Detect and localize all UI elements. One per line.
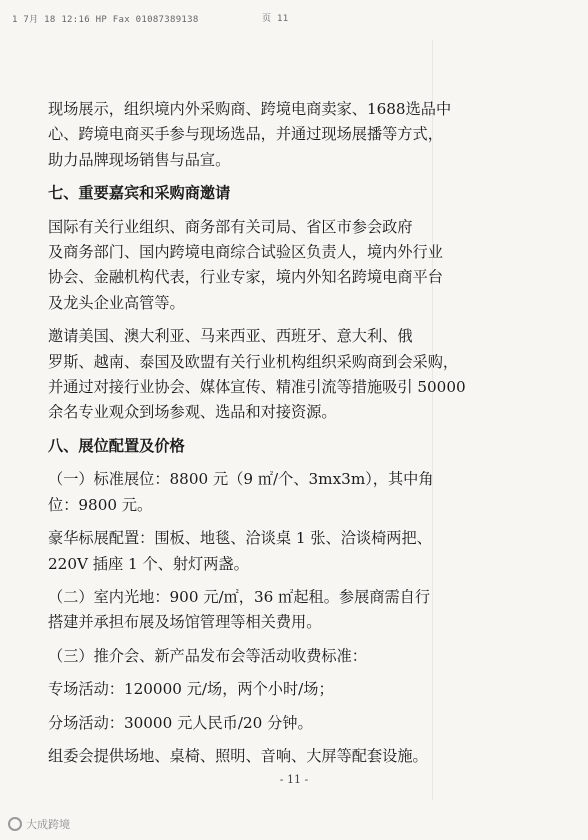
section-8-special-event: 专场活动：120000 元/场，两个小时/场； — [48, 680, 334, 699]
section-8-item-2 — [48, 585, 540, 636]
text-line: 罗斯、越南、泰国及欧盟有关行业机构组织采购商到会采购， — [48, 352, 459, 371]
text-line: 余名专业观众到场参观、选品和对接资源。 — [48, 403, 337, 422]
section-8-item-3: （三）推介会、新产品发布会等活动收费标准： — [48, 646, 367, 665]
fax-header — [12, 12, 568, 25]
text-line: 邀请美国、澳大利亚、马来西亚、西班牙、意大利、俄 — [48, 327, 413, 346]
section-7-heading: 七、重要嘉宾和采购商邀请 — [48, 184, 231, 203]
text-line: 位：9800 元。 — [48, 495, 153, 514]
watermark-logo-icon — [8, 817, 22, 831]
text-line: 及龙头企业高管等。 — [48, 293, 185, 312]
page-number: - 11 - — [279, 773, 309, 786]
text-line: 心、跨境电商买手参与现场选品，并通过现场展播等方式， — [48, 125, 443, 144]
paragraph-intro-continuation — [48, 97, 540, 173]
section-8-sub-event: 分场活动：30000 元人民币/20 分钟。 — [48, 713, 313, 732]
text-line: 助力品牌现场销售与品宣。 — [48, 150, 231, 169]
text-line: 国际有关行业组织、商务部有关司局、省区市参会政府 — [48, 217, 413, 236]
section-7-paragraph-1 — [48, 215, 540, 317]
text-line: 搭建并承担布展及场馆管理等相关费用。 — [48, 613, 322, 632]
section-8-heading: 八、展位配置及价格 — [48, 436, 185, 455]
text-line: 现场展示，组织境内外采购商、跨境电商卖家、1688选品中 — [48, 100, 452, 118]
watermark-text: 大成跨境 — [26, 818, 70, 831]
text-line: （一）标准展位：8800 元（9 ㎡/个、3mx3m），其中角 — [48, 470, 434, 489]
fax-page-mark: 页 11 — [262, 14, 289, 24]
document-body — [48, 97, 540, 777]
fax-header-line: 1 7月 18 12:16 HP Fax 01087389138 — [12, 15, 199, 25]
section-7-paragraph-2 — [48, 324, 540, 426]
text-line: （二）室内光地：900 元/㎡，36 ㎡起租。参展商需自行 — [48, 587, 431, 606]
text-line: 协会、金融机构代表，行业专家，境内外知名跨境电商平台 — [48, 268, 443, 287]
section-8-closing: 组委会提供场地、桌椅、照明、音响、大屏等配套设施。 — [48, 746, 428, 765]
text-line: 220V 插座 1 个、射灯两盏。 — [48, 554, 249, 573]
text-line: 及商务部门、国内跨境电商综合试验区负责人，境内外行业 — [48, 243, 443, 262]
section-8-luxury-config — [48, 526, 540, 577]
text-line: 并通过对接行业协会、媒体宣传、精准引流等措施吸引 50000 — [48, 378, 466, 397]
watermark — [8, 816, 70, 832]
section-8-item-1 — [48, 467, 540, 518]
text-line: 豪华标展配置：围板、地毯、洽谈桌 1 张、洽谈椅两把、 — [48, 529, 432, 548]
